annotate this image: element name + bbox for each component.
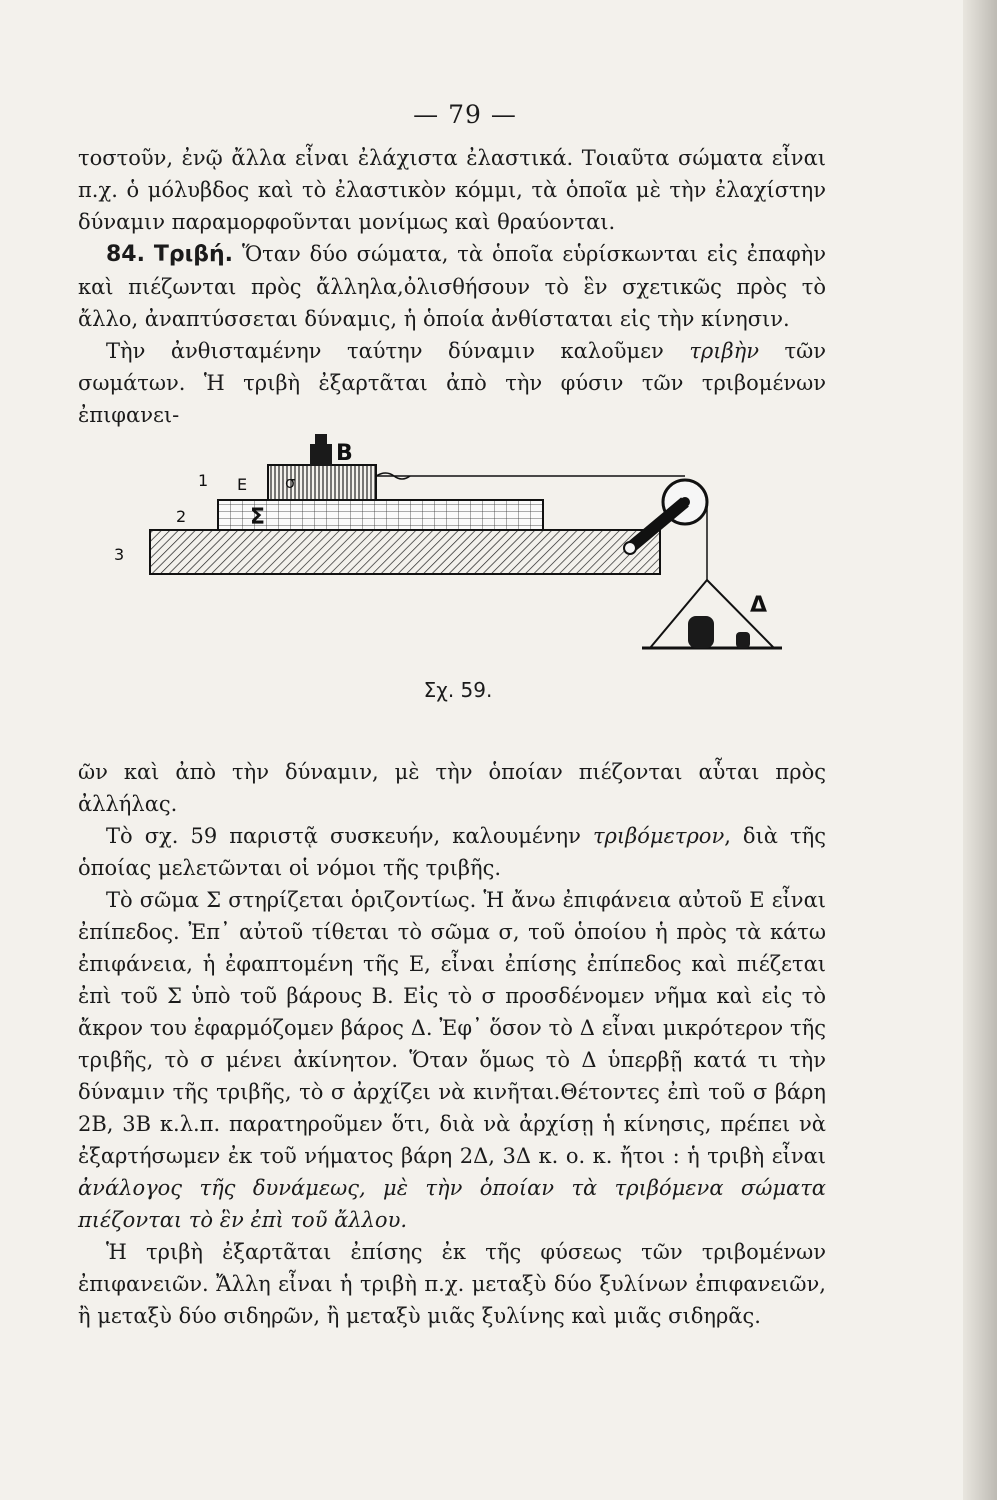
section-title: Τριβή. [153, 242, 234, 267]
tribometer-figure [110, 420, 790, 680]
label-Delta: Δ [750, 593, 768, 618]
base-3 [150, 530, 660, 574]
para5-text-before: Τὸ σῶμα Σ στηρίζεται ὁριζοντίως. Ἡ ἄνω ἐπιφάνεια αὐτοῦ Ε εἶναι ἐπίπεδος. Ἐπ᾽ αὐτοῦ τίθεται τὸ σῶμα σ, τοῦ ὁποίου ἡ πρὸς τὰ κάτω ἐπιφάνεια, ἡ ἐφαπτομένη τῆς Ε, εἶναι ἐπίσης ἐπίπεδος καὶ πιέζεται ἐπὶ τοῦ Σ ὑπὸ τοῦ βάρους Β. Εἰς τὸ σ προσδένομεν νῆμα καὶ εἰς τὸ ἄκρον του ἐφαρμόζομεν βάρος Δ. Ἐφ᾽ ὅσον τὸ Δ εἶναι μικρότερον τῆς τριβῆς, τὸ σ μένει ἀκίνητον. Ὅταν ὅμως τὸ Δ ὑπερβῇ κατά τι τὴν δύναμιν τῆς τριβῆς, τὸ σ ἀρχίζει νὰ κινῆται.Θέτοντες ἐπὶ τοῦ σ βάρη 2Β, 3Β κ.λ.π. παρατηροῦμεν ὅτι, διὰ νὰ ἀρχίσῃ ἡ κίνησις, πρέπει νὰ ἐξαρτήσωμεν ἐκ τοῦ νήματος βάρη 2Δ, 3Δ κ. ο. κ. ἤτοι : ἡ τριβὴ εἶναι [78, 888, 826, 1168]
section-text: Ὅταν δύο σώματα, τὰ ὁποῖα εὑρίσκωνται εἰς ἐπαφὴν καὶ πιέζωνται πρὸς ἄλληλα,ὀλισθήσουν τὸ ἓν σχετικῶς πρὸς τὸ ἄλλο, ἀναπτύσσεται δύναμις, ἡ ὁποία ἀνθίσταται εἰς τὴν κίνησιν. [78, 242, 827, 331]
label-2: 2 [176, 507, 187, 526]
label-E: E [237, 475, 248, 494]
para4-text-after: , διὰ τῆς ὁποίας μελετῶνται οἱ νόμοι τῆς τριβῆς. [78, 824, 826, 880]
label-3: 3 [114, 545, 125, 564]
figure-caption: Σχ. 59. [423, 678, 493, 702]
section-number: 84. [106, 242, 145, 267]
para4-text-before: Τὸ σχ. 59 παριστᾷ συσκευήν, καλουμένην [106, 824, 593, 848]
label-1: 1 [198, 471, 209, 490]
weight-B [310, 444, 332, 466]
paragraph-continuation-2: ῶν καὶ ἀπὸ τὴν δύναμιν, μὲ τὴν ὁποίαν πιέζονται αὗται πρὸς ἀλλήλας. [78, 760, 826, 816]
term-friction: τριβὴν [689, 339, 759, 363]
body-Sigma [218, 500, 543, 530]
para2-text-after: τῶν σωμάτων. Ἡ τριβὴ ἐξαρτᾶται ἀπὸ τὴν φύσιν τῶν τριβομένων ἐπιφανει- [78, 339, 827, 427]
surfaces-paragraph: Ἡ τριβὴ ἐξαρτᾶται ἐπίσης ἐκ τῆς φύσεως τῶν τριβομένων ἐπιφανειῶν. Ἄλλη εἶναι ἡ τριβὴ π.χ. μεταξὺ δύο ξυλίνων ἐπιφανειῶν, ἢ μεταξὺ δύο σιδηρῶν, ἢ μεταξὺ μιᾶς ξυλίνης καὶ μιᾶς σιδηρᾶς. [78, 1240, 826, 1328]
page-number: — 79 — [413, 100, 517, 129]
label-Sigma: Σ [250, 505, 266, 530]
paragraph-continuation: τοστοῦν, ἐνῷ ἄλλα εἶναι ἐλάχιστα ἐλαστικά. Τοιαῦτα σώματα εἶναι π.χ. ὁ μόλυβδος καὶ τὸ ἐλαστικὸν κόμμι, τὰ ὁποῖα μὲ τὴν ἐλαχίστην δύναμιν παραμορφοῦνται μονίμως καὶ θραύονται. [78, 146, 826, 234]
text-block-bottom [78, 756, 826, 1332]
section-84-paragraph [78, 238, 826, 335]
experiment-paragraph [78, 884, 826, 1236]
weight-Delta-large [688, 616, 714, 648]
term-tribometer: τριβόμετρον [592, 824, 725, 848]
tribometer-paragraph [78, 820, 826, 884]
weight-Delta-small [736, 632, 750, 648]
page-edge-shadow [963, 0, 997, 1500]
label-sigma: σ [285, 473, 296, 492]
law-statement: ἀνάλογος τῆς δυνάμεως, μὲ τὴν ὁποίαν τὰ τριβόμενα σώματα πιέζονται τὸ ἓν ἐπὶ τοῦ ἄλλου. [78, 1176, 826, 1232]
text-block-top [78, 142, 826, 431]
label-B: B [336, 441, 353, 466]
para2-text-before: Τὴν ἀνθισταμένην ταύτην δύναμιν καλοῦμεν [106, 339, 690, 363]
friction-definition-paragraph [78, 335, 826, 431]
